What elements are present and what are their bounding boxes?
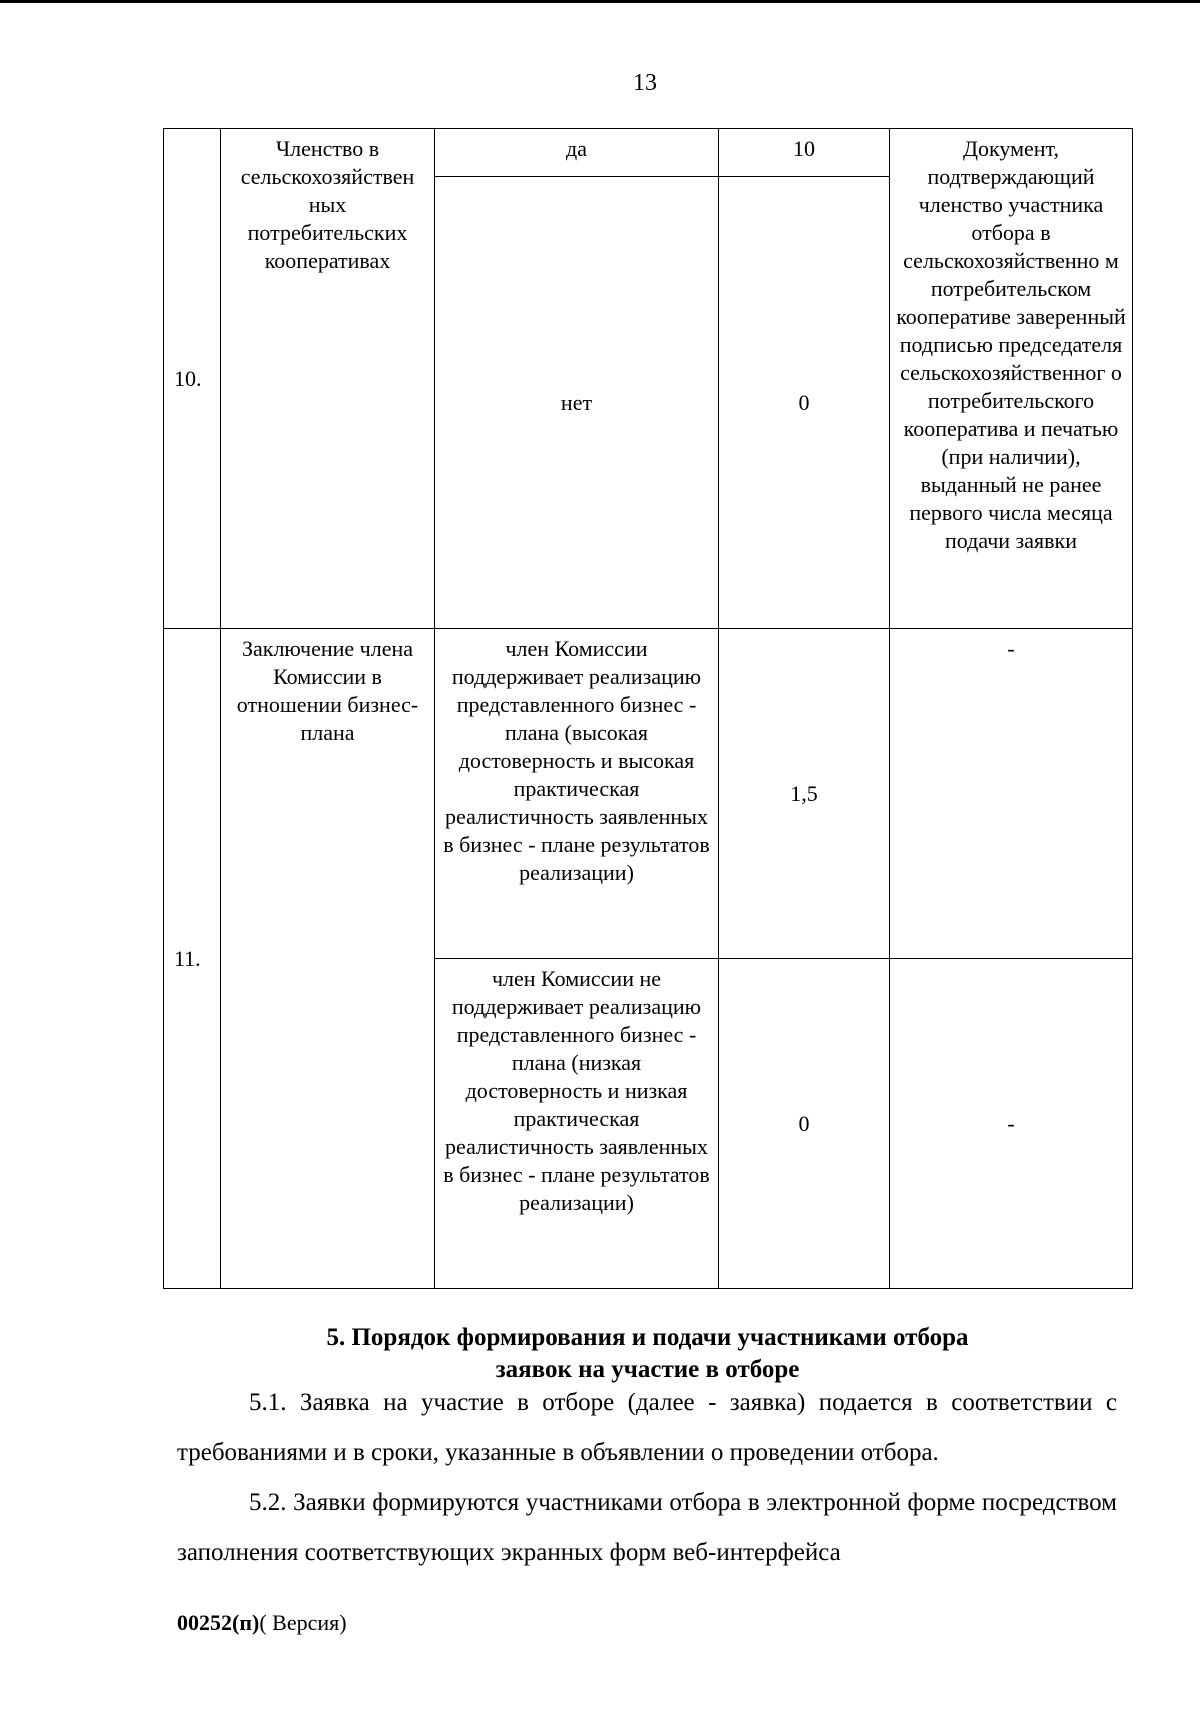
top-border-line — [0, 0, 1200, 3]
paragraph — [177, 1478, 1117, 1578]
document-code: 00252(п) — [177, 1610, 260, 1635]
section-heading — [163, 1322, 1132, 1386]
criteria-table — [163, 128, 1133, 1289]
option-cell: член Комиссии не поддерживает реализацию представленного бизнес - плана (низкая достоверность и низкая практическая реалистичность заявленных в бизнес - плане результатов реализации) — [435, 959, 719, 1289]
row-number: 10. — [164, 129, 221, 629]
page-number: 13 — [633, 70, 657, 96]
option-cell: член Комиссии поддерживает реализацию представленного бизнес - плана (высокая достоверность и высокая практическая реалистичность заявленных в бизнес - плане результатов реализации) — [435, 629, 719, 959]
section-heading-line: 5. Порядок формирования и подачи участниками отбора — [326, 1324, 969, 1351]
option-cell: да — [435, 129, 719, 177]
score-cell: 1,5 — [719, 629, 890, 959]
criterion-cell: Заключение члена Комиссии в отношении бизнес-плана — [221, 629, 435, 1289]
paragraph-text: 5.1. Заявка на участие в отборе (далее - заявка) подается в соответствии с требованиями и в сроки, указанные в объявлении о проведении отбора. — [177, 1389, 1117, 1466]
footer — [177, 1610, 347, 1636]
score-cell: 0 — [719, 177, 890, 629]
score-cell: 10 — [719, 129, 890, 177]
score-cell: 0 — [719, 959, 890, 1289]
document-cell: - — [890, 959, 1133, 1289]
option-cell: нет — [435, 177, 719, 629]
criterion-cell: Членство в сельскохозяйствен ных потребительских кооперативах — [221, 129, 435, 629]
table-row — [164, 129, 1133, 177]
section-heading-line: заявок на участие в отборе — [495, 1356, 800, 1383]
table-row — [164, 629, 1133, 959]
paragraph-text: 5.2. Заявки формируются участниками отбора в электронной форме посредством заполнения соответствующих экранных форм веб-интерфейса — [177, 1489, 1117, 1566]
document-cell: - — [890, 629, 1133, 959]
document-cell: Документ, подтверждающий членство участника отбора в сельскохозяйственно м потребительском кооперативе заверенный подписью председателя сельскохозяйственног о потребительского кооператива и печатью (при наличии), выданный не ранее первого числа месяца подачи заявки — [890, 129, 1133, 629]
paragraph — [177, 1378, 1117, 1478]
document-version: ( Версия) — [259, 1610, 347, 1635]
row-number: 11. — [164, 629, 221, 1289]
